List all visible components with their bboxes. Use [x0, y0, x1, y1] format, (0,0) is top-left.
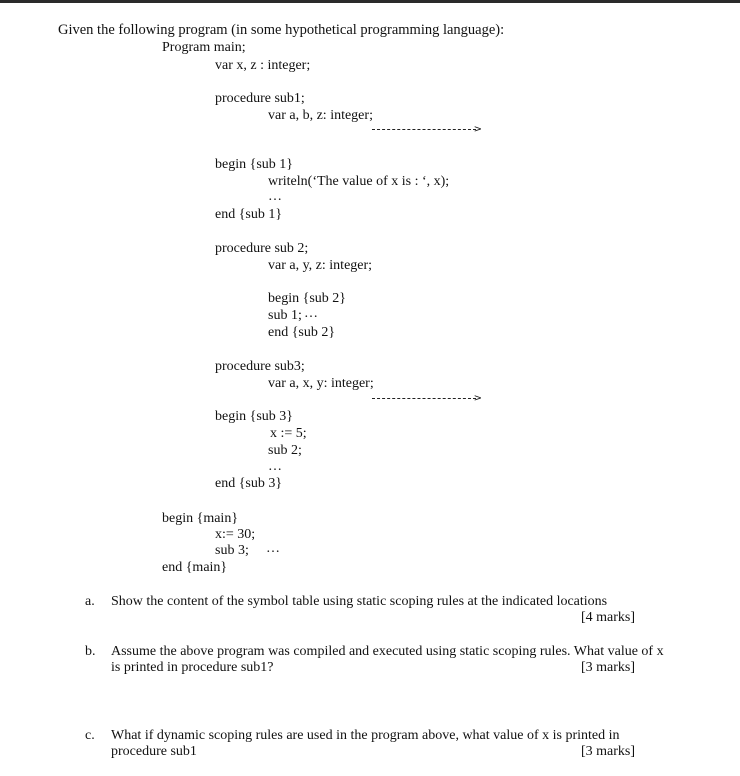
sub1-ellipsis: …: [268, 189, 282, 204]
sub3-begin: begin {sub 3}: [215, 409, 293, 424]
sub2-header: procedure sub 2;: [215, 241, 309, 256]
question-c-text: What if dynamic scoping rules are used in the program above, what value of x is printed in: [111, 728, 620, 743]
main-vars: var x, z : integer;: [215, 58, 311, 73]
sub3-assign: x := 5;: [270, 426, 307, 441]
question-c-text-line2: procedure sub1: [111, 744, 197, 759]
question-c-letter: c.: [85, 728, 95, 743]
main-assign: x:= 30;: [215, 527, 256, 542]
question-b-text-line2: is printed in procedure sub1?: [111, 660, 274, 675]
sub1-end: end {sub 1}: [215, 207, 283, 222]
sub2-begin: begin {sub 2}: [268, 291, 346, 306]
sub2-call: sub 1;: [268, 308, 302, 323]
location-arrow-1: >: [372, 125, 482, 135]
sub3-ellipsis: …: [268, 459, 282, 474]
sub2-end: end {sub 2}: [268, 325, 336, 340]
main-ellipsis: …: [266, 541, 280, 556]
sub3-end: end {sub 3}: [215, 476, 283, 491]
question-c-marks: [3 marks]: [581, 744, 636, 759]
question-a-text: Show the content of the symbol table using static scoping rules at the indicated locations: [111, 594, 608, 609]
question-a-letter: a.: [85, 594, 95, 609]
sub1-header: procedure sub1;: [215, 91, 305, 106]
sub2-ellipsis: …: [304, 306, 318, 321]
question-a-marks: [4 marks]: [581, 610, 636, 625]
sub3-vars: var a, x, y: integer;: [268, 376, 374, 391]
question-b-letter: b.: [85, 644, 96, 659]
sub3-header: procedure sub3;: [215, 359, 305, 374]
sub1-begin: begin {sub 1}: [215, 157, 293, 172]
intro-text: Given the following program (in some hypothetical programming language):: [58, 22, 505, 38]
question-b-marks: [3 marks]: [581, 660, 636, 675]
program-header: Program main;: [162, 40, 246, 55]
sub1-writeln: writeln(‘The value of x is : ‘, x);: [268, 174, 450, 189]
question-b-text: Assume the above program was compiled and executed using static scoping rules. What value of x: [111, 644, 664, 659]
sub2-vars: var a, y, z: integer;: [268, 258, 373, 273]
main-begin: begin {main}: [162, 511, 239, 526]
page-top-border: [0, 0, 740, 3]
main-call: sub 3;: [215, 543, 249, 558]
location-arrow-2: >: [372, 394, 482, 404]
sub3-call: sub 2;: [268, 443, 302, 458]
sub1-vars: var a, b, z: integer;: [268, 108, 373, 123]
main-end: end {main}: [162, 560, 228, 575]
